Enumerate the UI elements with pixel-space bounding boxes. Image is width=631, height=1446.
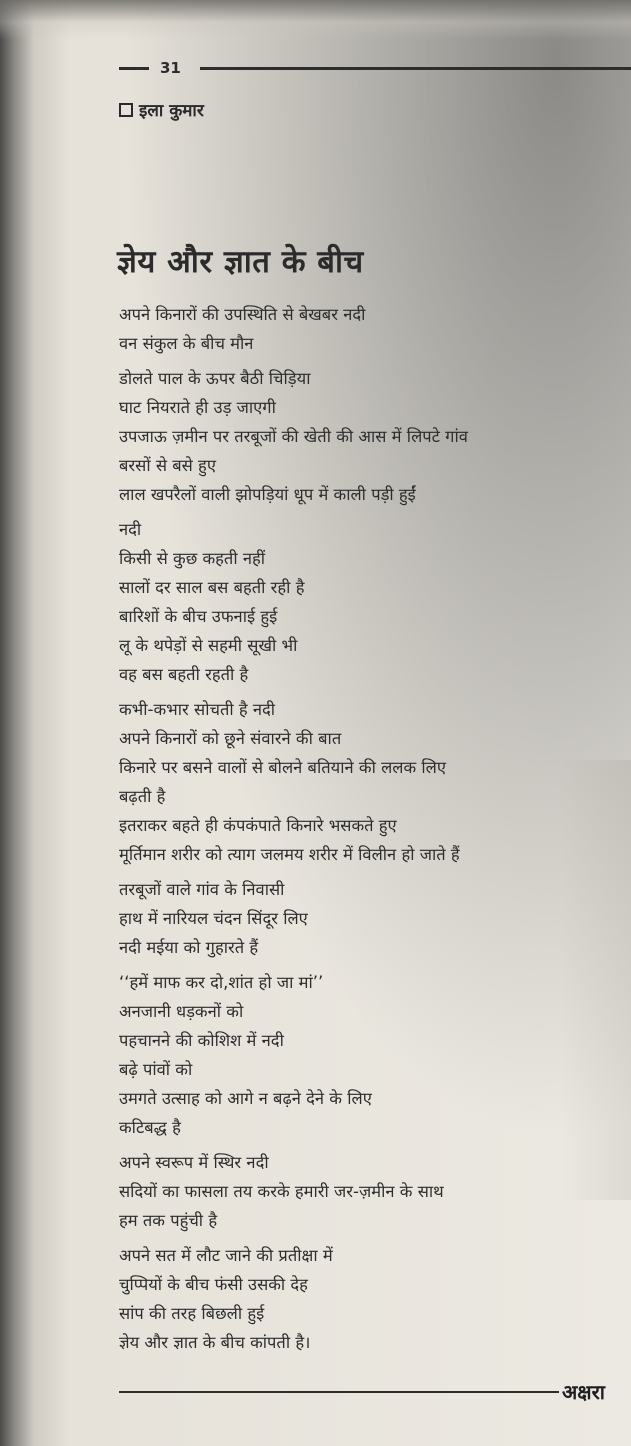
- poem-line: ज्ञेय और ज्ञात के बीच कांपती है।: [119, 1333, 311, 1352]
- poem-title: ज्ञेय और ज्ञात के बीच: [117, 244, 364, 280]
- header-rule-right: [200, 67, 631, 70]
- poem-line: घाट नियराते ही उड़ जाएगी: [119, 398, 276, 417]
- poem-stanza: [119, 695, 619, 869]
- poem-stanza: [119, 515, 619, 689]
- poem-line: बढ़ती है: [119, 787, 166, 806]
- poem-stanza: [119, 1148, 619, 1235]
- poem-line: सांप की तरह बिछली हुई: [119, 1304, 265, 1323]
- poem-line: कभी-कभार सोचती है नदी: [119, 700, 276, 719]
- poem-line: तरबूजों वाले गांव के निवासी: [119, 880, 285, 899]
- poem-line: सदियों का फासला तय करके हमारी जर-ज़मीन के साथ: [119, 1182, 444, 1201]
- poem-line: बढ़े पांवों को: [119, 1060, 193, 1079]
- poem-line: उमगते उत्साह को आगे न बढ़ने देने के लिए: [119, 1089, 372, 1108]
- poem-line: पहचानने की कोशिश में नदी: [119, 1031, 284, 1050]
- poem-line: कटिबद्ध है: [119, 1118, 181, 1137]
- poem-line: लाल खपरैलों वाली झोपड़ियां धूप में काली पड़ी हुईं: [119, 485, 416, 504]
- page-number: 31: [160, 59, 181, 77]
- square-bullet-icon: [119, 103, 133, 117]
- poem-line: किसी से कुछ कहती नहीं: [119, 549, 266, 568]
- show-through-bleed: [560, 760, 631, 1200]
- poem-line: अपने किनारों को छूने संवारने की बात: [119, 729, 342, 748]
- footer-rule: [119, 1391, 559, 1393]
- poem-line: अपने स्वरूप में स्थिर नदी: [119, 1153, 269, 1172]
- author-byline: [119, 98, 204, 121]
- poem-line: अपने किनारों की उपस्थिति से बेखबर नदी: [119, 305, 366, 324]
- poem-line: मूर्तिमान शरीर को त्याग जलमय शरीर में विलीन हो जाते हैं: [119, 845, 460, 864]
- poem-line: नदी मईया को गुहारते हैं: [119, 938, 259, 957]
- poem-line: डोलते पाल के ऊपर बैठी चिड़िया: [119, 369, 311, 388]
- poem-line: किनारे पर बसने वालों से बोलने बतियाने की ललक लिए: [119, 758, 446, 777]
- poem-line: लू के थपेड़ों से सहमी सूखी भी: [119, 636, 298, 655]
- poem-body: [119, 300, 619, 1363]
- poem-stanza: [119, 875, 619, 962]
- poem-line: हम तक पहुंची है: [119, 1211, 218, 1230]
- poem-line: उपजाऊ ज़मीन पर तरबूजों की खेती की आस में लिपटे गांव: [119, 427, 468, 446]
- poem-line: बारिशों के बीच उफनाई हुई: [119, 607, 278, 626]
- poem-line: वह बस बहती रहती है: [119, 665, 249, 684]
- page-top-shadow: [0, 0, 631, 40]
- poem-line: बरसों से बसे हुए: [119, 456, 216, 475]
- poem-stanza: [119, 1241, 619, 1357]
- poem-line: अपने सत में लौट जाने की प्रतीक्षा में: [119, 1246, 333, 1265]
- poem-stanza: [119, 968, 619, 1142]
- poem-line: इतराकर बहते ही कंपकंपाते किनारे भसकते हुए: [119, 816, 397, 835]
- poem-line: सालों दर साल बस बहती रही है: [119, 578, 305, 597]
- poem-line: हाथ में नारियल चंदन सिंदूर लिए: [119, 909, 308, 928]
- footer-magazine-mark: अक्षरा: [562, 1380, 605, 1404]
- poem-line: अनजानी धड़कनों को: [119, 1002, 244, 1021]
- poem-line: नदी: [119, 520, 142, 539]
- poem-stanza: [119, 300, 619, 358]
- author-name: इला कुमार: [139, 101, 204, 121]
- header-rule-left: [119, 67, 149, 70]
- poem-stanza: [119, 364, 619, 509]
- poem-line: ‘‘हमें माफ कर दो,शांत हो जा मां’’: [119, 973, 324, 992]
- poem-line: वन संकुल के बीच मौन: [119, 334, 254, 353]
- poem-line: चुप्पियों के बीच फंसी उसकी देह: [119, 1275, 308, 1294]
